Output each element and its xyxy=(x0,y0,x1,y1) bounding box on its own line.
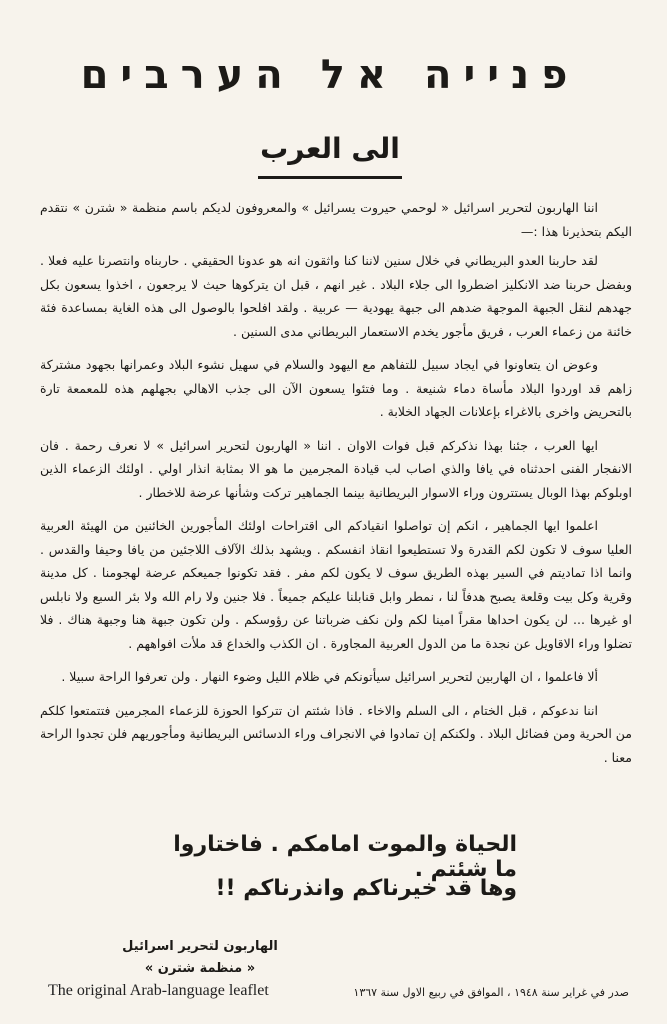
paragraph: ألا فاعلموا ، ان الهاربين لتحرير اسرائيل سيأتونكم في ظلام الليل وضوء النهار . ولن تعرفوا الراحة سبيلا . xyxy=(61,669,598,684)
arabic-heading: الى العرب xyxy=(260,132,400,165)
paragraph: اعلموا ايها الجماهير ، انكم إن تواصلوا انقيادكم الى اقتراحات اولئك المأجورين الخائنين من الهيئة العربية العليا سوف لا تكون لكم القدرة ولا تستطيعوا انقاذ انفسكم . ويشهد بذلك الآلاف اللاجئين من يافا وحيفا والقدس . وانما اذا تماديتم في السير بهذه الطريق سوف لا يكون لكم مفر . فقد تكونوا جميعكم عرضة لهجومنا . كل مدينة وقرية وكل بيت وقلعة يصبح هدفاً لنا ، نمطر وابل قنابلنا عليكم جميعاً . فلا جنين ولا رام الله ولا بئر السبع ولا نابلس او غيرها ... لن يكون احداها مقراً امينا لكم ولن نكف ضرباتنا عن رؤوسكم . ولن تكون جبهة هنا وجبهة هناك . فلا تضلوا وراء الاقاويل عن نجدة ما من الدول العربية المجاورة . ان الكذب والخداع قد ملأت افواههم . xyxy=(40,518,632,651)
paragraph: اننا ندعوكم ، قبل الختام ، الى السلم والاخاء . فاذا شئتم ان تتركوا الحوزة للزعماء المجرمين فتتمتعوا كلكم من الحرية ومن فضائل البلاد . ولكنكم إن تمادوا في الانجراف وراء الدسائس البريطانية ومأجوريهم فلن تجدوا الراحة معنا . xyxy=(40,702,632,765)
hebrew-title: פנייה אל הערבים xyxy=(80,52,580,98)
paragraph: وعوض ان يتعاونوا في ايجاد سبيل للتفاهم مع اليهود والسلام في سهيل نشوء البلاد وعمرانها بجهود مشتركة زاهم قد اوردوا البلاد مأساة دماء شنيعة . وما فتئوا يسعون الآن الى جذب الاهالي بجهلهم هذه للمعمعة تارة بالتحريض واخرى بالاغراء بإعلانات الجهاد الخلابة . xyxy=(40,357,632,419)
signature-organization: الهاربون لتحرير اسرائيل xyxy=(122,939,278,954)
image-caption: The original Arab-language leaflet xyxy=(48,982,269,999)
slogan-warning: وها قد خيرناكم وانذرناكم !! xyxy=(215,876,517,901)
leaflet-body xyxy=(40,196,632,779)
paragraph: ايها العرب ، جئنا بهذا نذكركم قبل فوات الاوان . اننا « الهاربون لتحرير اسرائيل » لا نعرف رحمة . فان الانفجار الفنى احدثناه في يافا والذي اصاب لب قيادة المجرمين ما هو الا بمثابة انذار اولي . اولئك الزعماء الذين اوبلوكم بهذا الوبال يستترون وراء الاسوار البريطانية بينما الجماهير تركت وشأنها عرضة للاخطار . xyxy=(40,437,632,500)
signature-block xyxy=(100,936,300,980)
slogan-life-death: الحياة والموت امامكم . فاختاروا ما شئتم . xyxy=(173,832,517,882)
paragraph-intro: اننا الهاربون لتحرير اسرائيل « لوحمي حيروت يسرائيل » والمعروفون لديكم باسم منظمة « شترن » نتقدم اليكم بتحذيرنا هذا :— xyxy=(40,200,632,239)
signature-stern-group: « منظمة شترن » xyxy=(144,961,256,976)
heading-underline xyxy=(258,176,402,179)
paragraph: لقد حاربنا العدو البريطاني في خلال سنين لاننا كنا واثقون انه هو عدونا الحقيقي . حاربناه وانتصرنا عليه فعلا . وبفضل حربنا ضد الانكليز اضطروا الى جلاء البلاد . غير انهم ، قبل ان يتركوها حيث لا يرجعون ، اخذوا يسعون بكل جهدهم لنقل الجبهة الموجهة ضدهم الى جبهة يهودية — عربية . ولقد افلحوا بالوصول الى هذه الغاية بمساعدة فئة خائنة من زعماء العرب ، فريق مأجور يخدم الاستعمار البريطاني مدى السنين . xyxy=(40,253,632,339)
issue-date-line: صدر في غراير سنة ١٩٤٨ ، الموافق في ربيع الاول سنة ١٣٦٧ xyxy=(353,986,629,999)
